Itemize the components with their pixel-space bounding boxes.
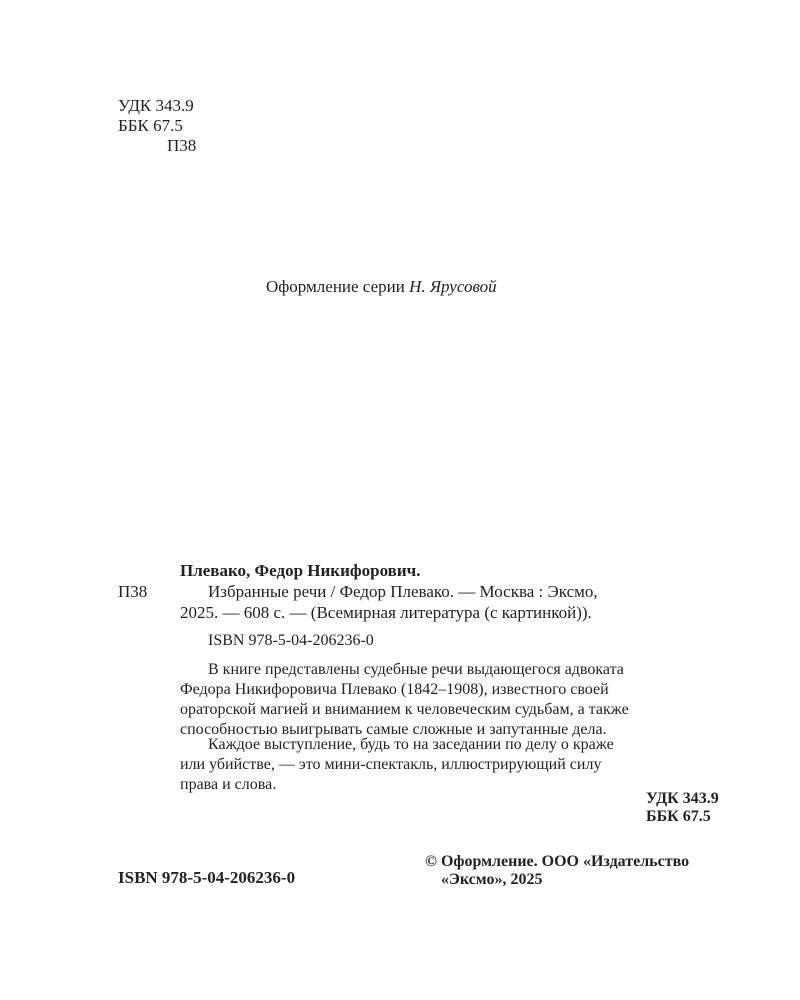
abstract-p2-line: или убийстве, — это мини-спектакль, иллюстрирующий силу — [180, 756, 602, 773]
abstract-p2-line: права и слова. — [180, 776, 277, 793]
series-designer-name: Н. Ярусовой — [409, 277, 497, 296]
copyright-line-2: «Эксмо», 2025 — [441, 871, 543, 888]
series-design-label: Оформление серии — [266, 277, 405, 296]
author-heading: Плевако, Федор Никифорович. — [180, 561, 421, 580]
abstract-p1-line: ораторской магией и вниманием к человеческим судьбам, а также — [180, 701, 629, 718]
footer-isbn: ISBN 978-5-04-206236-0 — [118, 868, 296, 887]
bbk-code: ББК 67.5 — [118, 116, 183, 135]
title-line-1: Избранные речи / Федор Плевако. — Москва : Эксмо, — [208, 582, 598, 601]
title-line-2: 2025. — 608 с. — (Всемирная литература (с картинкой)). — [180, 603, 592, 622]
author-mark: П38 — [167, 136, 197, 155]
abstract-p2-line: Каждое выступление, будь то на заседании по делу о краже — [208, 736, 614, 753]
udk-code: УДК 343.9 — [118, 96, 194, 115]
catalog-author-mark: П38 — [118, 582, 148, 601]
catalog-bbk: ББК 67.5 — [646, 808, 711, 825]
abstract-p1-line: способностью выигрывать самые сложные и запутанные дела. — [180, 721, 607, 738]
abstract-p1-line: Федора Никифоровича Плевако (1842–1908), известного своей — [180, 681, 609, 698]
abstract-p1-line: В книге представлены судебные речи выдающегося адвоката — [208, 661, 624, 678]
catalog-udk: УДК 343.9 — [646, 790, 719, 807]
catalog-isbn: ISBN 978-5-04-206236-0 — [208, 632, 374, 649]
series-design-credit — [266, 277, 497, 297]
copyright-line-1: © Оформление. ООО «Издательство — [425, 853, 690, 870]
